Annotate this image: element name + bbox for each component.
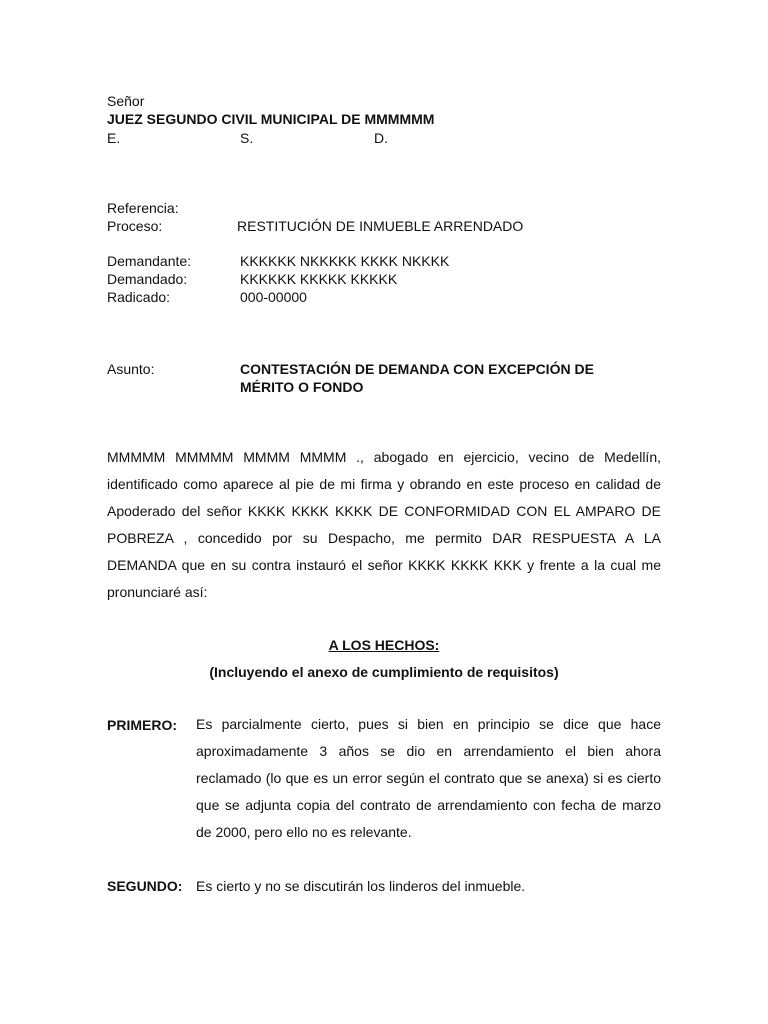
- asunto-label: Asunto:: [107, 361, 155, 377]
- section-title: [107, 636, 661, 654]
- esd-d: D.: [374, 130, 388, 146]
- esd-s: S.: [240, 130, 254, 146]
- fact-label-segundo: SEGUNDO:: [107, 878, 183, 894]
- esd-e: E.: [107, 130, 121, 146]
- radicado-value: 000-00000: [240, 289, 307, 305]
- demandado-value: KKKKKK KKKKK KKKKK: [240, 271, 398, 287]
- intro-paragraph: MMMMM MMMMM MMMM MMMM ., abogado en ejercicio, vecino de Medellín, identificado como aparece al pie de mi firma y obrando en este proceso en calidad de Apoderado del señor KKKK KKKK KKKK DE CONFORMIDAD CON EL AMPARO DE POBREZA , concedido por su Despacho, me permito DAR RESPUESTA A LA DEMANDA que en su contra instauró el señor KKKK KKKK KKK y frente a la cual me pronunciaré así:: [107, 449, 661, 600]
- proceso-label: Proceso:: [107, 218, 163, 234]
- section-title-text: A LOS HECHOS:: [328, 637, 440, 653]
- demandante-value: KKKKKK NKKKKK KKKK NKKKK: [240, 253, 450, 269]
- proceso-value: RESTITUCIÓN DE INMUEBLE ARRENDADO: [237, 218, 524, 234]
- salutation: Señor: [107, 93, 145, 109]
- addressee: JUEZ SEGUNDO CIVIL MUNICIPAL DE MMMMMM: [107, 111, 435, 127]
- asunto-line-1: CONTESTACIÓN DE DEMANDA CON EXCEPCIÓN DE: [240, 361, 594, 377]
- demandante-label: Demandante:: [107, 253, 192, 269]
- fact-label-primero: PRIMERO:: [107, 717, 177, 733]
- section-subtitle: (Incluyendo el anexo de cumplimiento de requisitos): [209, 664, 559, 680]
- fact-text-primero: Es parcialmente cierto, pues si bien en principio se dice que hace aproximadamente 3 años se dio en arrendamiento el bien ahora reclamado (lo que es un error según el contrato que se anexa) si es cierto que se adjunta copia del contrato de arrendamiento con fecha de marzo de 2000, pero ello no es relevante.: [196, 716, 661, 840]
- asunto-line-2: MÉRITO O FONDO: [240, 379, 364, 395]
- demandado-label: Demandado:: [107, 271, 188, 287]
- referencia-label: Referencia:: [107, 200, 179, 216]
- radicado-label: Radicado:: [107, 289, 171, 305]
- fact-text-segundo: Es cierto y no se discutirán los linderos del inmueble.: [196, 878, 526, 894]
